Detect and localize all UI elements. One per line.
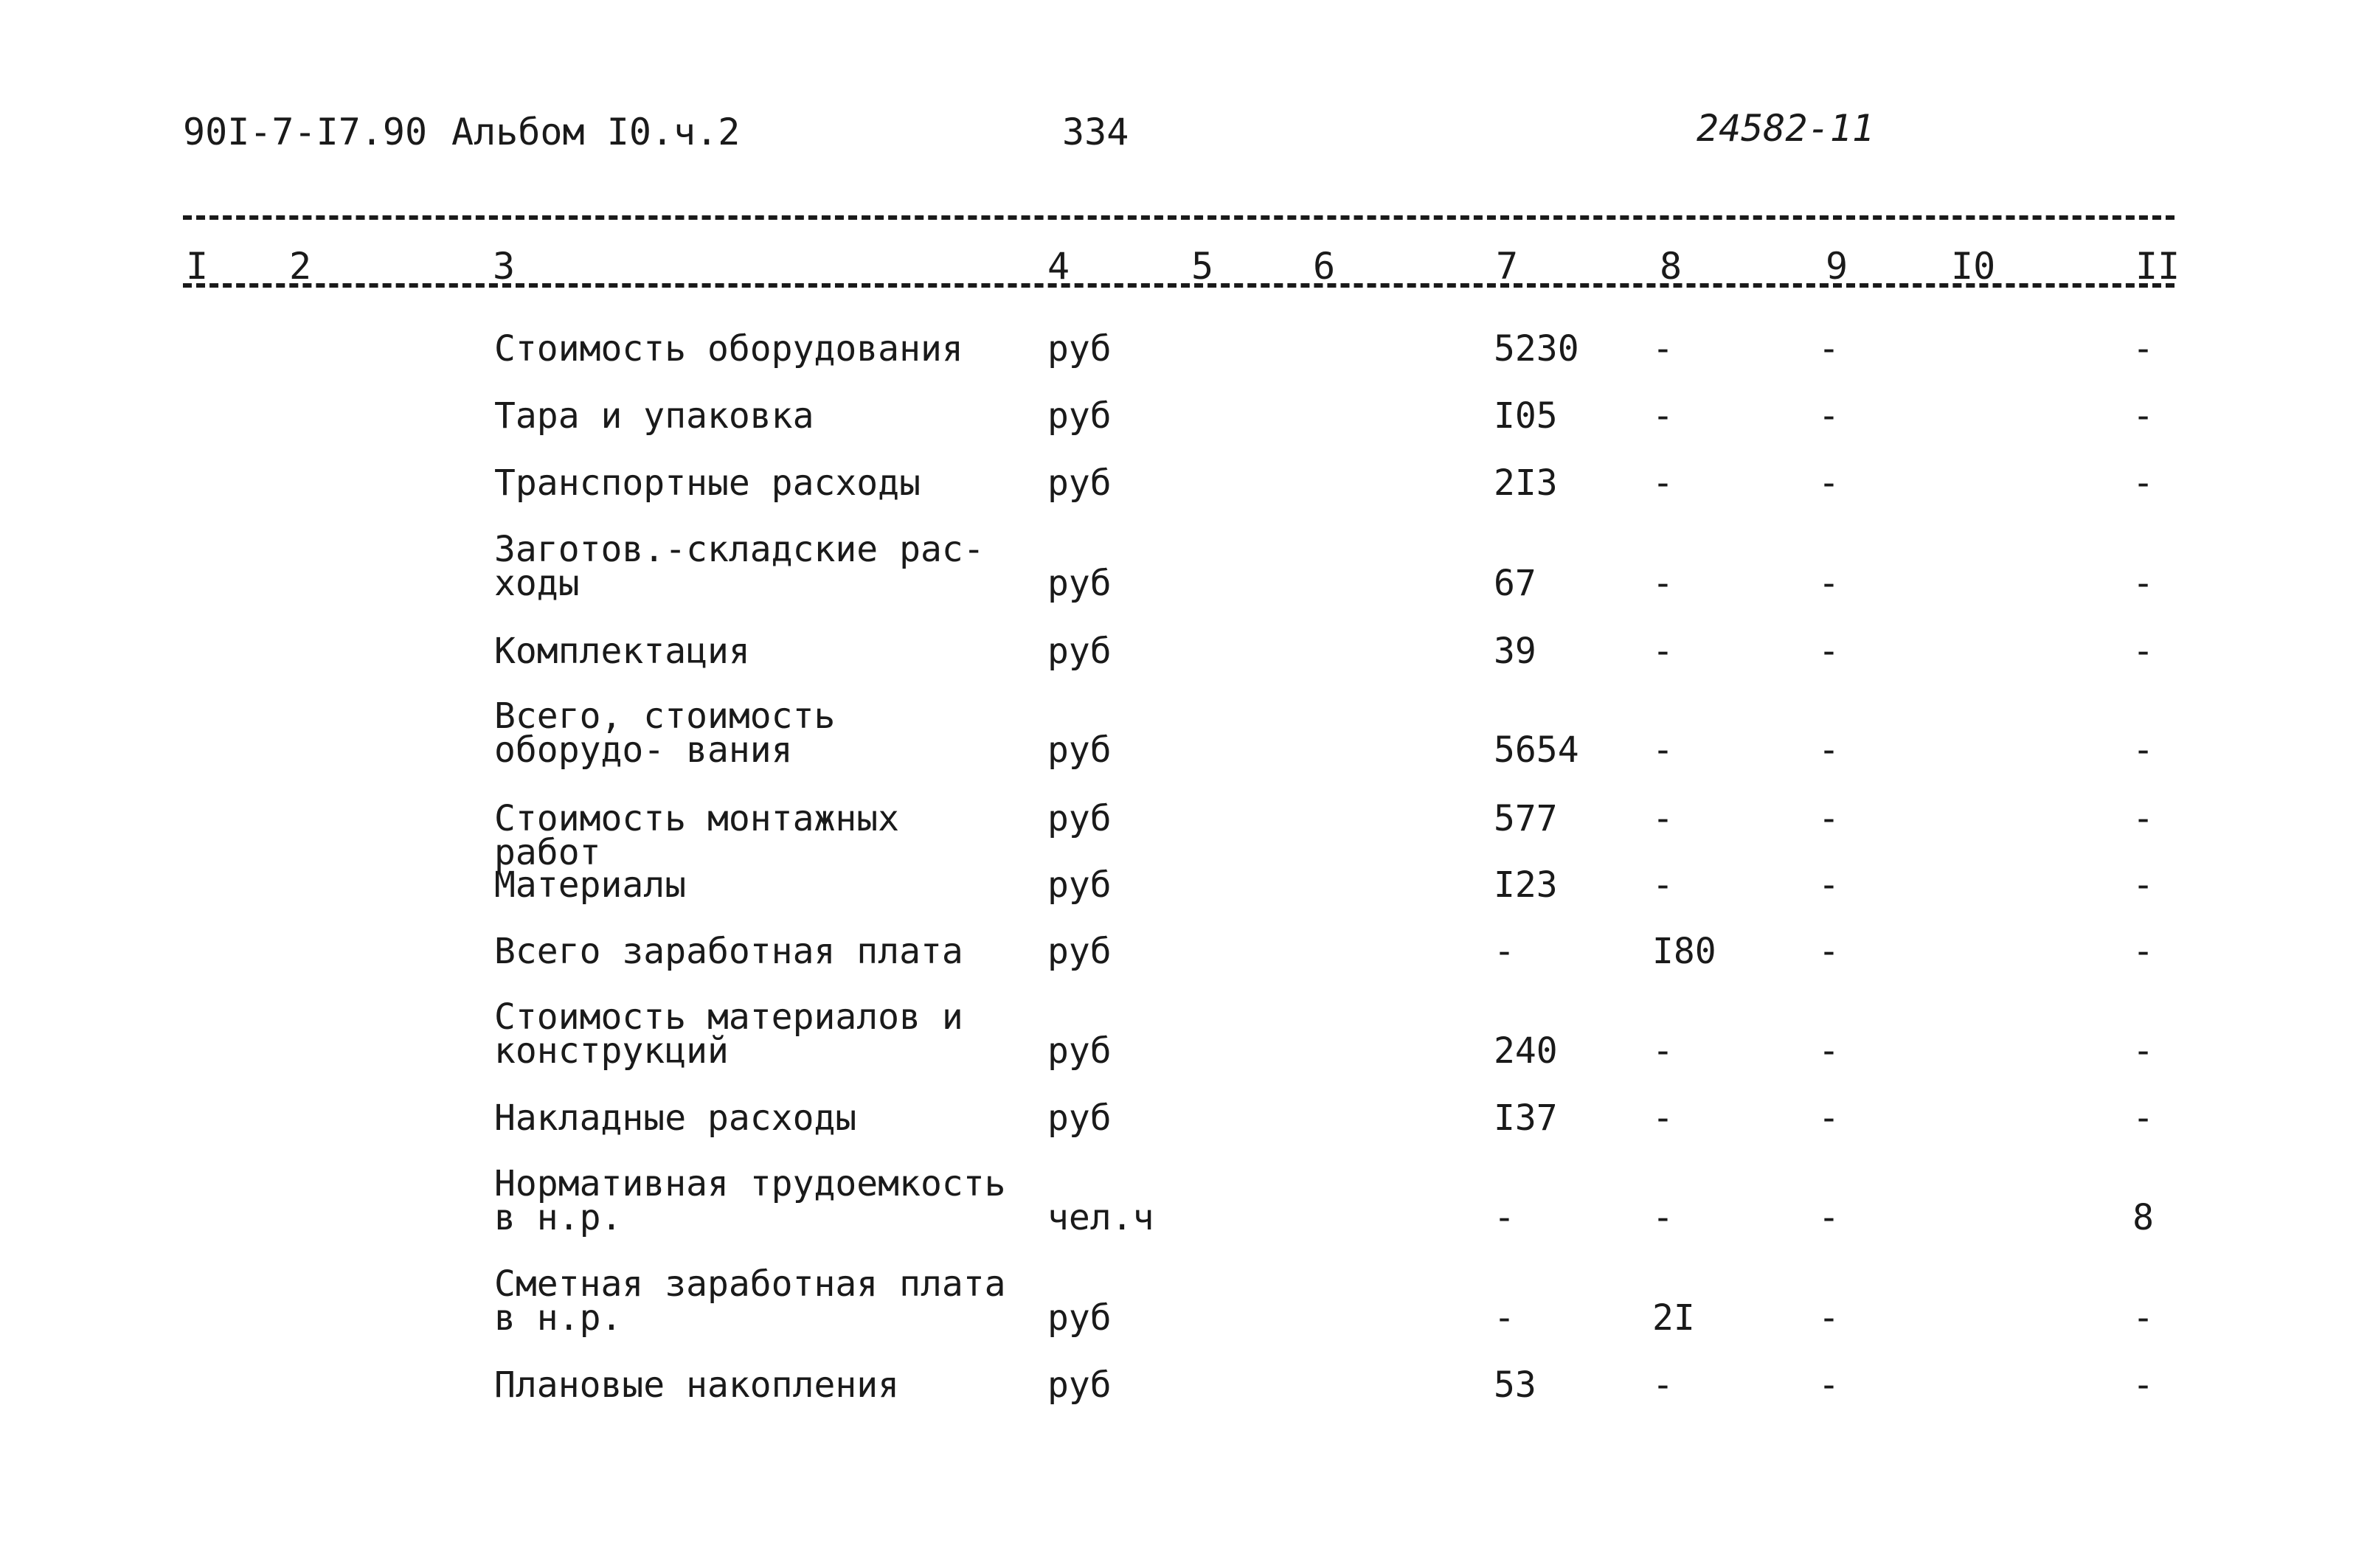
- col11-value: -: [2132, 1097, 2154, 1139]
- col7-value: -: [1494, 1297, 1515, 1339]
- col9-value: -: [1818, 864, 1840, 906]
- col9-value: -: [1818, 563, 1840, 604]
- item-name: Всего заработная плата: [494, 931, 963, 972]
- document-code: 90I-7-I7.90: [183, 111, 428, 153]
- unit-cell: руб: [1047, 729, 1112, 771]
- col-number-9: 9: [1826, 245, 1848, 288]
- col-number-6: 6: [1313, 245, 1336, 288]
- col7-value: 39: [1494, 631, 1536, 672]
- col7-value: I23: [1494, 864, 1558, 906]
- unit-cell: руб: [1047, 864, 1112, 906]
- col8-value: -: [1652, 631, 1674, 672]
- item-name: Тара и упаковка: [494, 395, 814, 437]
- col11-value: -: [2132, 931, 2154, 972]
- col11-value: -: [2132, 1297, 2154, 1339]
- col8-value: -: [1652, 1197, 1674, 1238]
- col8-value: -: [1652, 328, 1674, 370]
- col9-value: -: [1818, 1030, 1840, 1072]
- col7-value: -: [1494, 931, 1515, 972]
- item-name: Накладные расходы: [494, 1097, 857, 1139]
- unit-cell: руб: [1047, 1297, 1112, 1339]
- col11-value: -: [2132, 729, 2154, 771]
- col11-value: -: [2132, 1364, 2154, 1406]
- col9-value: -: [1818, 729, 1840, 771]
- bottom-dashed-rule: [183, 283, 2174, 288]
- item-name: Заготов.-складские рас- ходы: [494, 529, 985, 604]
- col9-value: -: [1818, 798, 1840, 839]
- unit-cell: руб: [1047, 631, 1112, 672]
- unit-cell: руб: [1047, 798, 1112, 839]
- col7-value: 2I3: [1494, 462, 1558, 504]
- col8-value: -: [1652, 563, 1674, 604]
- col7-value: I05: [1494, 395, 1558, 437]
- item-name: Комплектация: [494, 631, 750, 672]
- col8-value: I80: [1652, 931, 1716, 972]
- unit-cell: руб: [1047, 563, 1112, 604]
- col11-value: -: [2132, 1030, 2154, 1072]
- col9-value: -: [1818, 328, 1840, 370]
- col7-value: 67: [1494, 563, 1536, 604]
- page-number: 334: [1062, 111, 1129, 153]
- col8-value: -: [1652, 1097, 1674, 1139]
- col8-value: -: [1652, 1364, 1674, 1406]
- col11-value: -: [2132, 631, 2154, 672]
- col-number-5: 5: [1191, 245, 1214, 288]
- col11-value: -: [2132, 798, 2154, 839]
- unit-cell: руб: [1047, 395, 1112, 437]
- unit-cell: руб: [1047, 1097, 1112, 1139]
- col9-value: -: [1818, 462, 1840, 504]
- unit-cell: руб: [1047, 328, 1112, 370]
- col8-value: -: [1652, 798, 1674, 839]
- col-number-11: II: [2135, 245, 2180, 288]
- archive-stamp: 24582-11: [1697, 107, 1874, 150]
- top-dashed-rule: [183, 215, 2174, 220]
- unit-cell: руб: [1047, 1364, 1112, 1406]
- item-name: Нормативная трудоемкость в н.р.: [494, 1163, 1006, 1238]
- unit-cell: руб: [1047, 1030, 1112, 1072]
- col9-value: -: [1818, 631, 1840, 672]
- item-name: Всего, стоимость оборудо- вания: [494, 695, 836, 771]
- col9-value: -: [1818, 1364, 1840, 1406]
- col7-value: 240: [1494, 1030, 1558, 1072]
- unit-cell: чел.ч: [1047, 1197, 1154, 1238]
- col7-value: I37: [1494, 1097, 1558, 1139]
- item-name: Стоимость монтажных работ: [494, 798, 900, 873]
- col11-value: -: [2132, 328, 2154, 370]
- col8-value: -: [1652, 729, 1674, 771]
- col11-value: -: [2132, 864, 2154, 906]
- col7-value: 5230: [1494, 328, 1579, 370]
- col-number-3: 3: [493, 245, 516, 288]
- col-number-4: 4: [1047, 245, 1070, 288]
- item-name: Стоимость оборудования: [494, 328, 963, 370]
- col7-value: 5654: [1494, 729, 1579, 771]
- col9-value: -: [1818, 1197, 1840, 1238]
- col8-value: -: [1652, 395, 1674, 437]
- album-label: Альбом I0.ч.2: [451, 111, 741, 153]
- col9-value: -: [1818, 1097, 1840, 1139]
- col11-value: -: [2132, 395, 2154, 437]
- col8-value: -: [1652, 462, 1674, 504]
- col-number-7: 7: [1496, 245, 1519, 288]
- col-number-2: 2: [289, 245, 312, 288]
- col8-value: 2I: [1652, 1297, 1695, 1339]
- col8-value: -: [1652, 864, 1674, 906]
- item-name: Транспортные расходы: [494, 462, 921, 504]
- unit-cell: руб: [1047, 462, 1112, 504]
- col11-value: -: [2132, 563, 2154, 604]
- col7-value: 53: [1494, 1364, 1536, 1406]
- col9-value: -: [1818, 1297, 1840, 1339]
- item-name: Плановые накопления: [494, 1364, 900, 1406]
- col-number-8: 8: [1660, 245, 1683, 288]
- col-number-1: I: [186, 245, 209, 288]
- item-name: Сметная заработная плата в н.р.: [494, 1263, 1006, 1339]
- item-name: Стоимость материалов и конструкций: [494, 996, 963, 1072]
- item-name: Материалы: [494, 864, 687, 906]
- col7-value: -: [1494, 1197, 1515, 1238]
- col11-value: -: [2132, 462, 2154, 504]
- col-number-10: I0: [1951, 245, 1996, 288]
- col8-value: -: [1652, 1030, 1674, 1072]
- col11-value: 8: [2132, 1197, 2154, 1238]
- col9-value: -: [1818, 395, 1840, 437]
- unit-cell: руб: [1047, 931, 1112, 972]
- col9-value: -: [1818, 931, 1840, 972]
- col7-value: 577: [1494, 798, 1558, 839]
